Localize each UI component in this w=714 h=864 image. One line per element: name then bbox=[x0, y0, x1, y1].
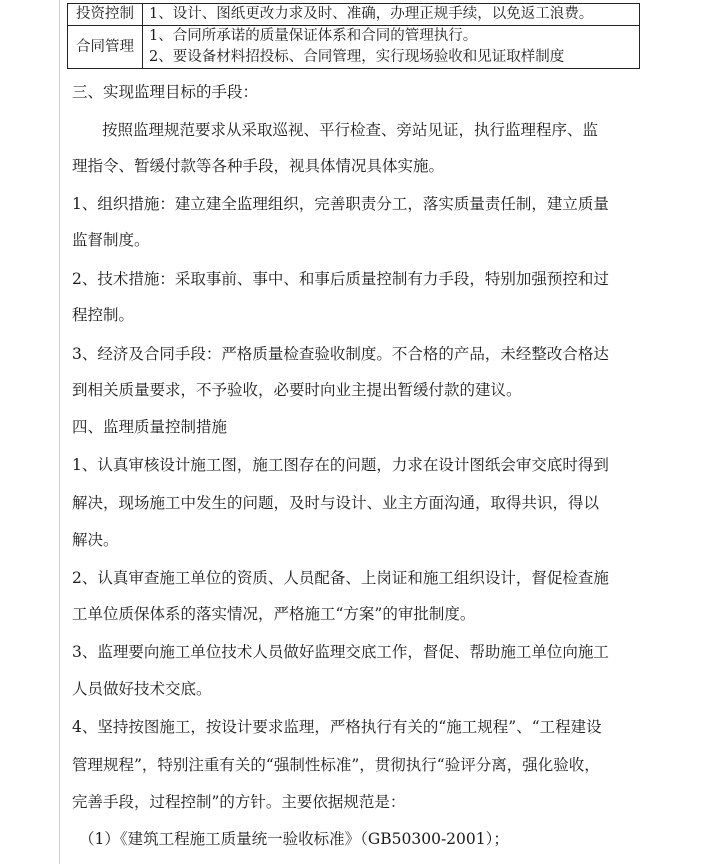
list-item-line: 完善手段，过程控制”的方针。主要依据规范是： bbox=[72, 793, 406, 811]
list-item-line: 管理规程”，特别注重有关的“强制性标准”，贯彻执行“验评分离，强化验收， bbox=[72, 756, 600, 774]
list-item-line: 工单位质保体系的落实情况，严格施工“方案”的审批制度。 bbox=[72, 605, 476, 623]
list-item-line: 监督制度。 bbox=[72, 231, 150, 249]
list-item-line: 人员做好技术交底。 bbox=[72, 680, 212, 698]
table-row-label: 投资控制 bbox=[68, 4, 143, 26]
paragraph-line: 按照监理规范要求从采取巡视、平行检查、旁站见证，执行监理程序、监 bbox=[102, 121, 599, 139]
list-item-line: 4、坚持按图施工，按设计要求监理，严格执行有关的“施工规程”、“工程建设 bbox=[72, 718, 602, 736]
page-margin-line bbox=[59, 0, 60, 864]
table-row bbox=[68, 26, 640, 69]
list-item-line: 1、组织措施：建立建全监理组织，完善职责分工，落实质量责任制，建立质量 bbox=[72, 195, 609, 213]
list-item-line: 程控制。 bbox=[72, 306, 135, 324]
list-item-line: 解决，现场施工中发生的问题，及时与设计、业主方面沟通，取得共识，得以 bbox=[72, 494, 600, 512]
list-item-line: 2、认真审查施工单位的资质、人员配备、上岗证和施工组织设计，督促检查施 bbox=[72, 569, 609, 587]
table-cell-line: 1、设计、图纸更改力求及时、准确，办理正规手续，以免返工浪费。 bbox=[149, 6, 594, 22]
list-item-line: 解决。 bbox=[72, 531, 119, 549]
table-row bbox=[68, 4, 640, 26]
list-item-line: 3、经济及合同手段：严格质量检查验收制度。不合格的产品，未经整改合格达 bbox=[72, 345, 609, 363]
table-row-content bbox=[143, 26, 640, 69]
table-cell-line: 1、合同所承诺的质量保证体系和合同的管理执行。 bbox=[149, 28, 478, 44]
list-item-line: 1、认真审核设计施工图，施工图存在的问题，力求在设计图纸会审交底时得到 bbox=[72, 456, 609, 474]
paragraph-line: 理指令、暂缓付款等各种手段，视具体情况具体实施。 bbox=[72, 157, 445, 175]
control-measures-table bbox=[67, 3, 640, 69]
table-cell-line: 2、要设备材料招投标、合同管理，实行现场验收和见证取样制度 bbox=[149, 49, 565, 65]
section-heading: 四、监理质量控制措施 bbox=[72, 418, 228, 436]
list-item-line: 到相关质量要求，不予验收，必要时向业主提出暂缓付款的建议。 bbox=[72, 381, 522, 399]
table-row-label: 合同管理 bbox=[68, 26, 143, 69]
section-heading: 三、实现监理目标的手段： bbox=[72, 83, 259, 101]
list-item-line: 3、监理要向施工单位技术人员做好监理交底工作，督促、帮助施工单位向施工 bbox=[72, 643, 609, 661]
reference-item: （1）《建筑工程施工质量统一验收标准》（GB50300-2001）； bbox=[79, 830, 509, 848]
table-row-content bbox=[143, 4, 640, 26]
list-item-line: 2、技术措施：采取事前、事中、和事后质量控制有力手段，特别加强预控和过 bbox=[72, 270, 609, 288]
